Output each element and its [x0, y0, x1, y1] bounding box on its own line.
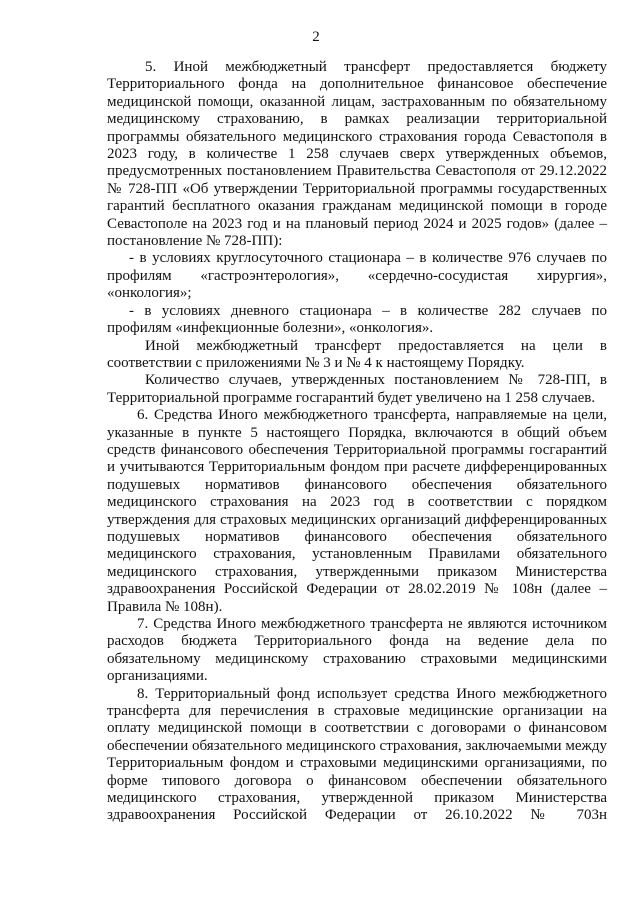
paragraph-5: 5. Иной межбюджетный трансферт предоставляется бюджету Территориального фонда на дополнительное финансовое обеспечение медицинской помощи, оказанной лицам, застрахованным по обязательному медицинскому страхованию, в рамках реализации территориальной программы обязательного медицинского страхования города Севастополя в 2023 году, в количестве 1 258 случаев сверх утвержденных объемов, предусмотренных постановлением Правительства Севастополя от 29.12.2022 № 728-ПП «Об утверждении Территориальной программы государственных гарантий бесплатного оказания гражданам медицинской помощи в городе Севастополе на 2023 год и на плановый период 2024 и 2025 годов» (далее – постановление № 728-ПП): — [107, 59, 607, 250]
paragraph-case-count: Количество случаев, утвержденных постановлением № 728-ПП, в Территориальной программе госгарантий будет увеличено на 1 258 случаев. — [107, 372, 607, 406]
paragraph-7: 7. Средства Иного межбюджетного трансферта не являются источником расходов бюджета Территориального фонда на ведение дела по обязательному медицинскому страхованию страховыми медицинскими организациями. — [107, 616, 607, 685]
paragraph-6: 6. Средства Иного межбюджетного трансферта, направляемые на цели, указанные в пункте 5 настоящего Порядка, включаются в общий объем средств финансового обеспечения Территориальной программы госгарантий и учитываются Территориальным фондом при расчете дифференцированных подушевых нормативов финансового обеспечения обязательного медицинского страхования на 2023 год в соответствии с порядком утверждения для страховых медицинских организаций дифференцированных подушевых нормативов финансового обеспечения обязательного медицинского страхования, установленным Правилами обязательного медицинского страхования, утвержденными приказом Министерства здравоохранения Российской Федерации от 28.02.2019 № 108н (далее – Правила № 108н). — [107, 407, 607, 615]
paragraph-8: 8. Территориальный фонд использует средства Иного межбюджетного трансферта для перечисления в страховые медицинские организации на оплату медицинской помощи в соответствии с договорами о финансовом обеспечении обязательного медицинского страхования, заключаемыми между Территориальным фондом и страховыми медицинскими организациями, по форме типового договора о финансовом обеспечении обязательного медицинского страхования, утвержденной приказом Министерства здравоохранения Российской Федерации от 26.10.2022 № 703н — [107, 685, 607, 824]
page-number: 2 — [312, 29, 320, 45]
paragraph-transfer-purpose: Иной межбюджетный трансферт предоставляется на цели в соответствии с приложениями № 3 и № 4 к настоящему Порядку. — [107, 337, 607, 371]
bullet-day-hospital: - в условиях дневного стационара – в количестве 282 случаев по профилям «инфекционные болезни», «онкология». — [107, 302, 607, 337]
document-body — [107, 59, 607, 825]
bullet-round-the-clock-hospital: - в условиях круглосуточного стационара – в количестве 976 случаев по профилям «гастроэнтерология», «сердечно-сосудистая хирургия», «онкология»; — [107, 250, 607, 302]
